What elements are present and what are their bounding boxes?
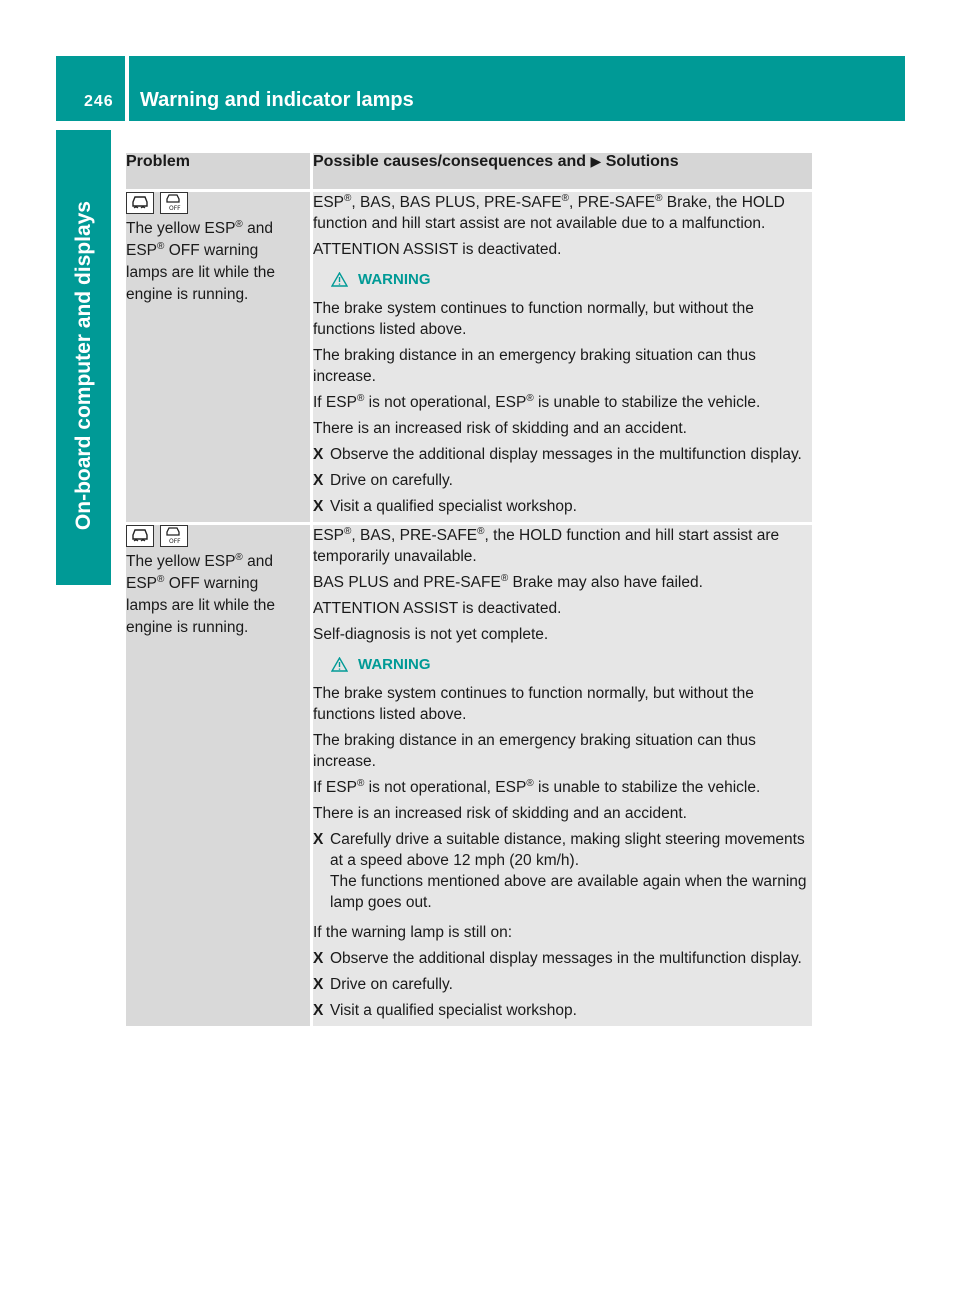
cause-paragraph bbox=[313, 572, 812, 593]
problem-line: The yellow ESP bbox=[126, 220, 236, 237]
registered-mark: ® bbox=[235, 551, 243, 563]
cause-paragraph: Self-diagnosis is not yet complete. bbox=[313, 626, 549, 643]
text-span: , BAS, BAS PLUS, PRE-SAFE bbox=[351, 194, 562, 211]
column-header-problem: Problem bbox=[126, 153, 312, 191]
problem-line: and bbox=[242, 220, 273, 237]
problem-line: and bbox=[242, 553, 273, 570]
registered-mark: ® bbox=[477, 525, 485, 537]
solution-step bbox=[313, 974, 812, 995]
step-marker-icon: X bbox=[313, 498, 324, 515]
warning-paragraph: The braking distance in an emergency braking situation can thus increase. bbox=[313, 732, 756, 770]
step-marker-icon: X bbox=[313, 950, 324, 967]
step-text-main: Carefully drive a suitable distance, making slight steering movements at a speed above 12 mph (20 km/h). bbox=[330, 831, 805, 869]
warning-paragraph: There is an increased risk of skidding and an accident. bbox=[313, 420, 687, 437]
table-row bbox=[126, 524, 812, 1027]
solution-arrow-icon: ▶ bbox=[590, 153, 602, 169]
cause-paragraph: ATTENTION ASSIST is deactivated. bbox=[313, 241, 562, 258]
warning-label: WARNING bbox=[358, 271, 431, 288]
esp-off-lamp-icon bbox=[160, 192, 188, 214]
warning-paragraph: There is an increased risk of skidding and an accident. bbox=[313, 805, 687, 822]
column-header-solutions-suffix: Solutions bbox=[605, 153, 679, 170]
problem-cell bbox=[126, 524, 312, 1027]
registered-mark: ® bbox=[344, 525, 352, 537]
solution-step bbox=[313, 444, 812, 465]
warning-paragraph bbox=[313, 777, 812, 798]
text-span: If ESP bbox=[313, 394, 357, 411]
step-marker-icon: X bbox=[313, 976, 324, 993]
text-span: If ESP bbox=[313, 779, 357, 796]
problem-line: lamps are lit while the bbox=[126, 597, 276, 614]
problem-line: lamps are lit while the bbox=[126, 264, 276, 281]
svg-text:OFF: OFF bbox=[169, 538, 181, 545]
registered-mark: ® bbox=[344, 192, 352, 204]
section-title: Warning and indicator lamps bbox=[140, 89, 414, 111]
text-span: Brake may also have failed. bbox=[508, 574, 703, 591]
solution-cell bbox=[312, 191, 813, 524]
warning-lamp-table bbox=[126, 153, 812, 1026]
page-number: 246 bbox=[84, 93, 114, 110]
column-header-solutions-prefix: Possible causes/consequences and bbox=[313, 153, 587, 170]
registered-mark: ® bbox=[356, 392, 365, 404]
table-header-row bbox=[126, 153, 812, 191]
step-marker-icon: X bbox=[313, 1002, 324, 1019]
text-span: is not operational, ESP bbox=[364, 394, 527, 411]
warning-triangle-icon bbox=[331, 272, 348, 287]
step-text: Observe the additional display messages in the multifunction display. bbox=[330, 950, 802, 967]
warning-heading bbox=[331, 269, 812, 290]
step-text: Visit a qualified specialist workshop. bbox=[330, 1002, 577, 1019]
svg-text:OFF: OFF bbox=[169, 205, 181, 212]
cause-paragraph bbox=[313, 525, 812, 567]
text-span: ESP bbox=[313, 527, 345, 544]
registered-mark: ® bbox=[500, 572, 509, 584]
problem-line: engine is running. bbox=[126, 619, 249, 636]
text-span: is unable to stabilize the vehicle. bbox=[533, 779, 761, 796]
registered-mark: ® bbox=[157, 240, 165, 252]
cause-paragraph: ATTENTION ASSIST is deactivated. bbox=[313, 600, 562, 617]
esp-lamp-icon bbox=[126, 525, 154, 547]
step-text-note: The functions mentioned above are available again when the warning lamp goes out. bbox=[330, 873, 807, 911]
side-label bbox=[56, 130, 111, 530]
esp-lamp-icon bbox=[126, 192, 154, 214]
warning-label: WARNING bbox=[358, 656, 431, 673]
registered-mark: ® bbox=[561, 192, 569, 204]
registered-mark: ® bbox=[526, 392, 534, 404]
step-marker-icon: X bbox=[313, 831, 324, 848]
text-span: Brake, the HOLD function and hill start assist are not available due to a malfunction. bbox=[313, 194, 785, 232]
esp-off-lamp-icon bbox=[160, 525, 188, 547]
step-text: Visit a qualified specialist workshop. bbox=[330, 498, 577, 515]
problem-line: ESP bbox=[126, 575, 158, 592]
registered-mark: ® bbox=[356, 777, 365, 789]
side-label-text: On-board computer and displays bbox=[71, 200, 95, 530]
warning-triangle-icon bbox=[331, 657, 348, 672]
step-text: Drive on carefully. bbox=[330, 976, 453, 993]
header-divider bbox=[125, 56, 129, 121]
problem-cell bbox=[126, 191, 312, 524]
solution-step bbox=[313, 829, 812, 913]
text-span: , the HOLD function and hill start assist are temporarily unavailable. bbox=[313, 527, 780, 565]
step-text: Observe the additional display messages in the multifunction display. bbox=[330, 446, 802, 463]
solution-cell bbox=[312, 524, 813, 1027]
registered-mark: ® bbox=[526, 777, 534, 789]
problem-line: OFF warning bbox=[164, 242, 259, 259]
step-text: Drive on carefully. bbox=[330, 472, 453, 489]
problem-line: The yellow ESP bbox=[126, 553, 236, 570]
solution-step bbox=[313, 470, 812, 491]
column-header-solutions bbox=[312, 153, 813, 191]
warning-paragraph: The brake system continues to function normally, but without the functions listed above. bbox=[313, 685, 754, 723]
text-span: is unable to stabilize the vehicle. bbox=[533, 394, 761, 411]
warning-paragraph: The braking distance in an emergency braking situation can thus increase. bbox=[313, 347, 756, 385]
text-span: ESP bbox=[313, 194, 345, 211]
solution-step bbox=[313, 496, 812, 517]
lamp-icons bbox=[126, 525, 310, 547]
warning-heading bbox=[331, 654, 812, 675]
lamp-icons bbox=[126, 192, 310, 214]
problem-text bbox=[126, 218, 310, 306]
problem-text bbox=[126, 551, 310, 639]
cause-paragraph bbox=[313, 192, 812, 234]
registered-mark: ® bbox=[235, 218, 243, 230]
problem-line: OFF warning bbox=[164, 575, 259, 592]
table-row bbox=[126, 191, 812, 524]
cause-paragraph: If the warning lamp is still on: bbox=[313, 924, 513, 941]
warning-paragraph bbox=[313, 392, 812, 413]
problem-line: ESP bbox=[126, 242, 158, 259]
warning-paragraph: The brake system continues to function normally, but without the functions listed above. bbox=[313, 300, 754, 338]
text-span: is not operational, ESP bbox=[364, 779, 527, 796]
problem-line: engine is running. bbox=[126, 286, 249, 303]
text-span: , BAS, PRE-SAFE bbox=[351, 527, 478, 544]
step-marker-icon: X bbox=[313, 472, 324, 489]
registered-mark: ® bbox=[655, 192, 663, 204]
registered-mark: ® bbox=[157, 573, 165, 585]
step-text bbox=[330, 829, 812, 913]
solution-step bbox=[313, 1000, 812, 1021]
text-span: BAS PLUS and PRE-SAFE bbox=[313, 574, 501, 591]
step-marker-icon: X bbox=[313, 446, 324, 463]
text-span: , PRE-SAFE bbox=[568, 194, 656, 211]
solution-step bbox=[313, 948, 812, 969]
